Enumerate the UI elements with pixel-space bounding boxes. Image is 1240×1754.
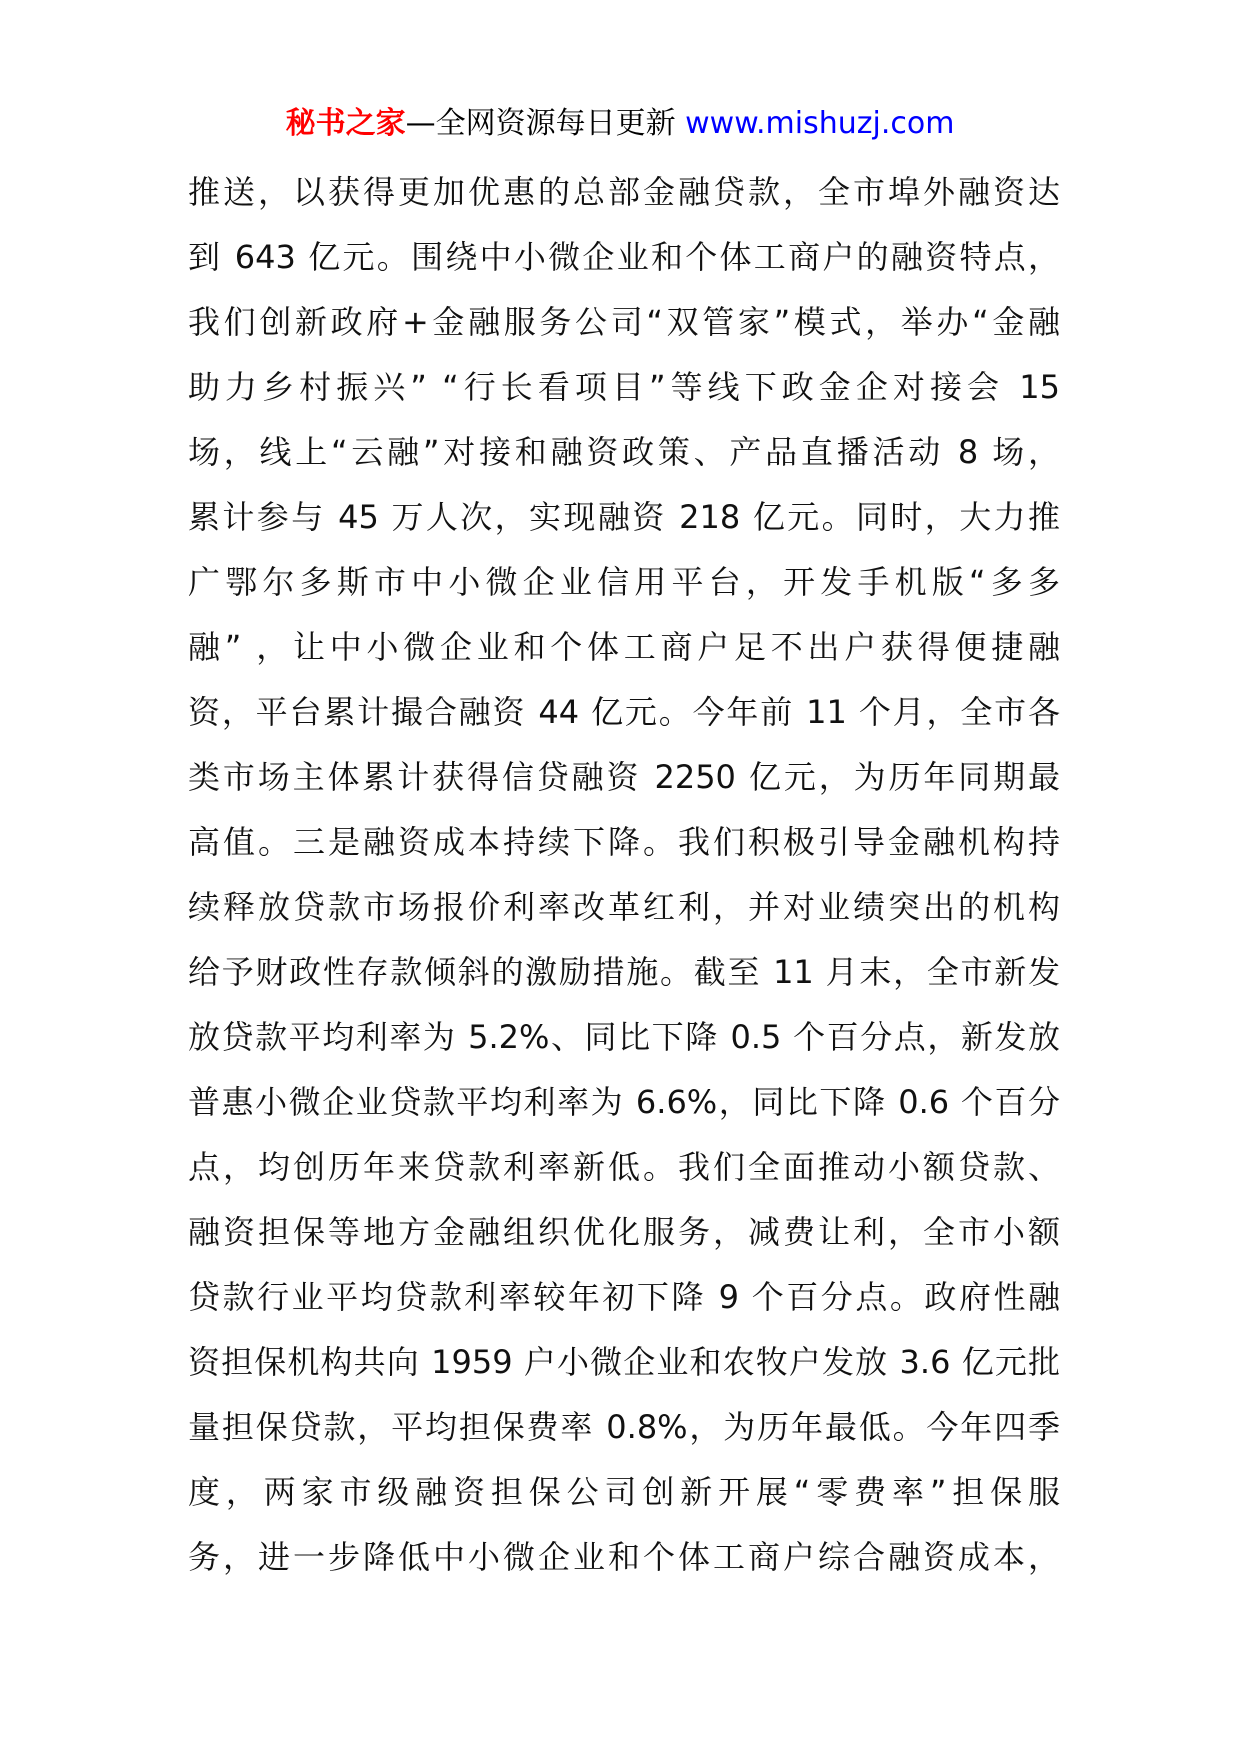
text-line: 累计参与 45 万人次，实现融资 218 亿元。同时，大力推 xyxy=(188,498,1060,536)
brand-name: 秘书之家 xyxy=(285,106,406,141)
text-line: 贷款行业平均贷款利率较年初下降 9 个百分点。政府性融 xyxy=(188,1278,1060,1316)
text-line: 续释放贷款市场报价利率改革红利，并对业绩突出的机构 xyxy=(188,888,1060,926)
text-line: 给予财政性存款倾斜的激励措施。截至 11 月末，全市新发 xyxy=(188,953,1060,991)
text-line: 高值。三是融资成本持续下降。我们积极引导金融机构持 xyxy=(188,823,1060,861)
text-line: 类市场主体累计获得信贷融资 2250 亿元，为历年同期最 xyxy=(188,758,1060,796)
text-line: 度，两家市级融资担保公司创新开展“零费率”担保服 xyxy=(188,1473,1060,1511)
text-line: 融” ，让中小微企业和个体工商户足不出户获得便捷融 xyxy=(188,628,1060,666)
header-tagline: —全网资源每日更新 xyxy=(405,106,676,141)
text-line: 普惠小微企业贷款平均利率为 6.6%，同比下降 0.6 个百分 xyxy=(188,1083,1060,1121)
text-line: 到 643 亿元。围绕中小微企业和个体工商户的融资特点， xyxy=(188,238,1060,276)
text-line: 场，线上“云融”对接和融资政策、产品直播活动 8 场， xyxy=(188,433,1060,471)
text-line: 点，均创历年来贷款利率新低。我们全面推动小额贷款、 xyxy=(188,1148,1060,1186)
text-line: 务，进一步降低中小微企业和个体工商户综合融资成本， xyxy=(188,1538,1060,1576)
text-line: 量担保贷款，平均担保费率 0.8%，为历年最低。今年四季 xyxy=(188,1408,1060,1446)
text-line: 资，平台累计撮合融资 44 亿元。今年前 11 个月，全市各 xyxy=(188,693,1060,731)
body-text xyxy=(188,160,1060,1590)
text-line: 融资担保等地方金融组织优化服务，减费让利，全市小额 xyxy=(188,1213,1060,1251)
text-line: 资担保机构共向 1959 户小微企业和农牧户发放 3.6 亿元批 xyxy=(188,1343,1060,1381)
text-line: 我们创新政府+金融服务公司“双管家”模式，举办“金融 xyxy=(188,303,1060,341)
text-line: 助力乡村振兴” “行长看项目”等线下政金企对接会 15 xyxy=(188,368,1060,406)
text-line: 放贷款平均利率为 5.2%、同比下降 0.5 个百分点，新发放 xyxy=(188,1018,1060,1056)
text-line: 推送，以获得更加优惠的总部金融贷款，全市埠外融资达 xyxy=(188,173,1060,211)
site-header xyxy=(0,100,1240,148)
text-line: 广鄂尔多斯市中小微企业信用平台，开发手机版“多多 xyxy=(188,563,1060,601)
site-url-link[interactable]: www.mishuzj.com xyxy=(685,106,955,141)
